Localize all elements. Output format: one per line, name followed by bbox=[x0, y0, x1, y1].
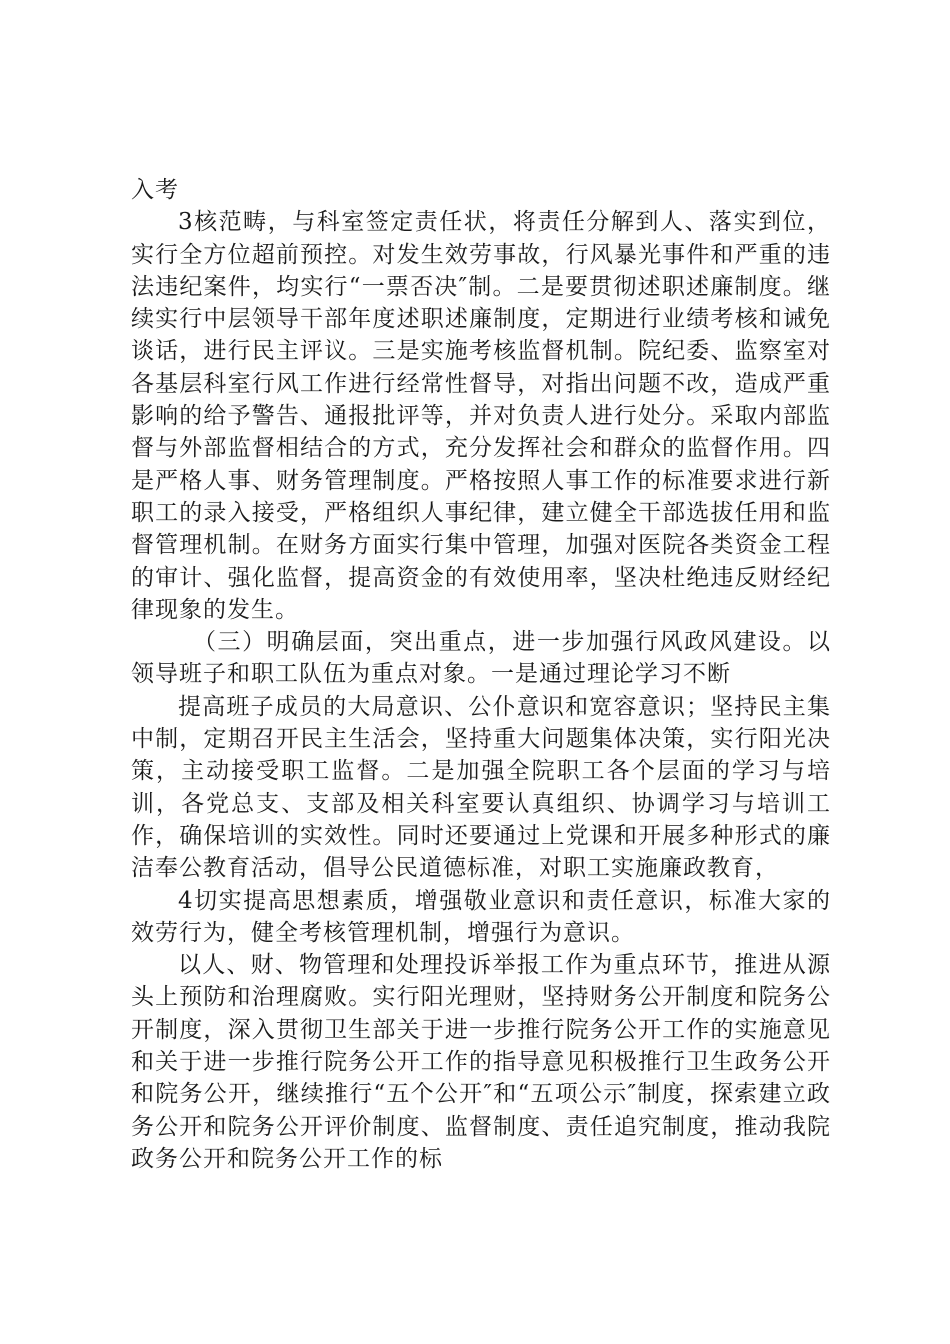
paragraph-leadership: 提高班子成员的大局意识、公仆意识和宽容意识；坚持民主集中制，定期召开民主生活会，坚持重大问题集体决策，实行阳光决策，主动接受职工监督。二是加强全院职工各个层面的学习与培训，各党总支、支部及相关科室要认真组织、协调学习与培训工作，确保培训的实效性。同时还要通过上党课和开展多种形式的廉洁奉公教育活动，倡导公民道德标准，对职工实施廉政教育， bbox=[131, 693, 831, 882]
paragraph-responsibility: 3核范畴，与科室签定责任状，将责任分解到人、落实到位，实行全方位超前预控。对发生效劳事故，行风暴光事件和严重的违法违纪案件，均实行“一票否决″制。二是要贯彻述职述廉制度。继续实行中层领导干部年度述职述廉制度，定期进行业绩考核和诫免谈话，进行民主评议。三是实施考核监督机制。院纪委、监察室对各基层科室行风工作进行经常性督导，对指出问题不改，造成严重影响的给予警告、通报批评等，并对负责人进行处分。采取内部监督与外部监督相结合的方式，充分发挥社会和群众的监督作用。四是严格人事、财务管理制度。严格按照人事工作的标准要求进行新职工的录入接受，严格组织人事纪律，建立健全干部选拔任用和监督管理机制。在财务方面实行集中管理，加强对医院各类资金工程的审计、强化监督，提高资金的有效使用率，坚决杜绝违反财经纪律现象的发生。 bbox=[131, 209, 831, 623]
paragraph-prevention: 以人、财、物管理和处理投诉举报工作为重点环节，推进从源头上预防和治理腐败。实行阳光理财，坚持财务公开制度和院务公开制度，深入贯彻卫生部关于进一步推行院务公开工作的实施意见和关于进一步推行院务公开工作的指导意见积极推行卫生政务公开和院务公开，继续推行“五个公开″和“五项公示″制度，探索建立政务公开和院务公开评价制度、监督制度、责任追究制度，推动我院政务公开和院务公开工作的标 bbox=[131, 952, 831, 1172]
paragraph-section-three: （三）明确层面，突出重点，进一步加强行风政风建设。以领导班子和职工队伍为重点对象。一是通过理论学习不断 bbox=[131, 629, 831, 688]
paragraph-quality: 4切实提高思想素质，增强敬业意识和责任意识，标准大家的效劳行为，健全考核管理机制，增强行为意识。 bbox=[131, 887, 831, 946]
document-body bbox=[131, 174, 831, 1175]
paragraph-continuation: 入考 bbox=[131, 177, 179, 203]
